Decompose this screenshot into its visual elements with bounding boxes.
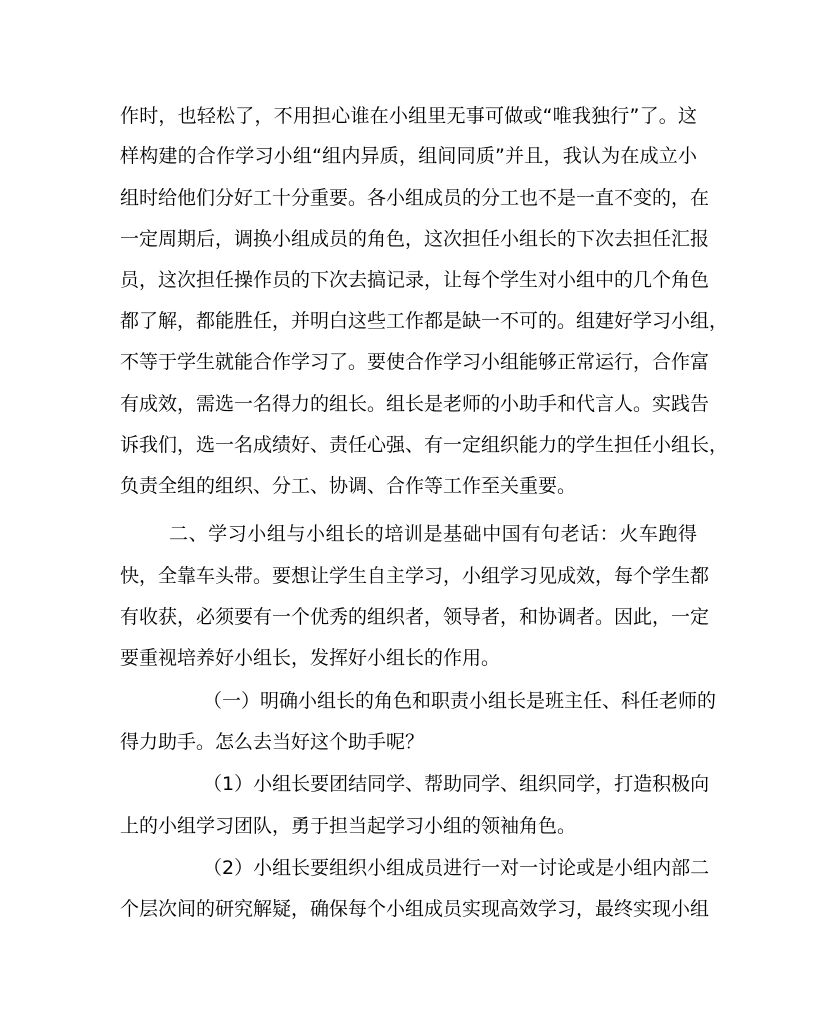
paragraph-4-line-2: 上的小组学习团队，勇于担当起学习小组的领袖角色。 [120,815,577,837]
paragraph-2-line-4: 要重视培养好小组长，发挥好小组长的作用。 [120,647,501,669]
paragraph-1-line-1: 作时，也轻松了，不用担心谁在小组里无事可做或“唯我独行”了。这 [120,105,697,127]
paragraph-2-line-3: 有收获，必须要有一个优秀的组织者，领导者，和协调者。因此，一定 [120,606,710,628]
paragraph-1-line-10: 负责全组的组织、分工、协调、合作等工作至关重要。 [120,475,577,497]
paragraph-2-line-1: 二、学习小组与小组长的培训是基础中国有句老话：火车跑得 [169,523,697,545]
paragraph-5-line-2: 个层次间的研究解疑，确保每个小组成员实现高效学习，最终实现小组 [120,898,710,920]
paragraph-1-line-8: 有成效，需选一名得力的组长。组长是老师的小助手和代言人。实践告 [120,393,710,415]
paragraph-1-line-9: 诉我们，选一名成绩好、责任心强、有一定组织能力的学生担任小组长， [120,434,729,456]
paragraph-1-line-6: 都了解，都能胜任，并明白这些工作都是缺一不可的。组建好学习小组， [120,310,729,332]
paragraph-1-line-2: 样构建的合作学习小组“组内异质，组间同质”并且，我认为在成立小 [120,145,697,167]
paragraph-1-line-3: 组时给他们分好工十分重要。各小组成员的分工也不是一直不变的，在 [120,187,710,209]
paragraph-4-line-1: （1）小组长要团结同学、帮助同学、组织同学，打造积极向 [203,773,710,795]
paragraph-5-line-1: （2）小组长要组织小组成员进行一对一讨论或是小组内部二 [203,857,710,879]
paragraph-3-line-2: 得力助手。怎么去当好这个助手呢？ [120,731,425,753]
paragraph-1-line-4: 一定周期后，调换小组成员的角色，这次担任小组长的下次去担任汇报 [120,228,710,250]
paragraph-1-line-5: 员，这次担任操作员的下次去搞记录，让每个学生对小组中的几个角色 [120,269,710,291]
paragraph-3-line-1: （一）明确小组长的角色和职责小组长是班主任、科任老师的 [203,690,717,712]
paragraph-1-line-7: 不等于学生就能合作学习了。要使合作学习小组能够正常运行，合作富 [120,351,710,373]
paragraph-2-line-2: 快，全靠车头带。要想让学生自主学习，小组学习见成效，每个学生都 [120,565,710,587]
